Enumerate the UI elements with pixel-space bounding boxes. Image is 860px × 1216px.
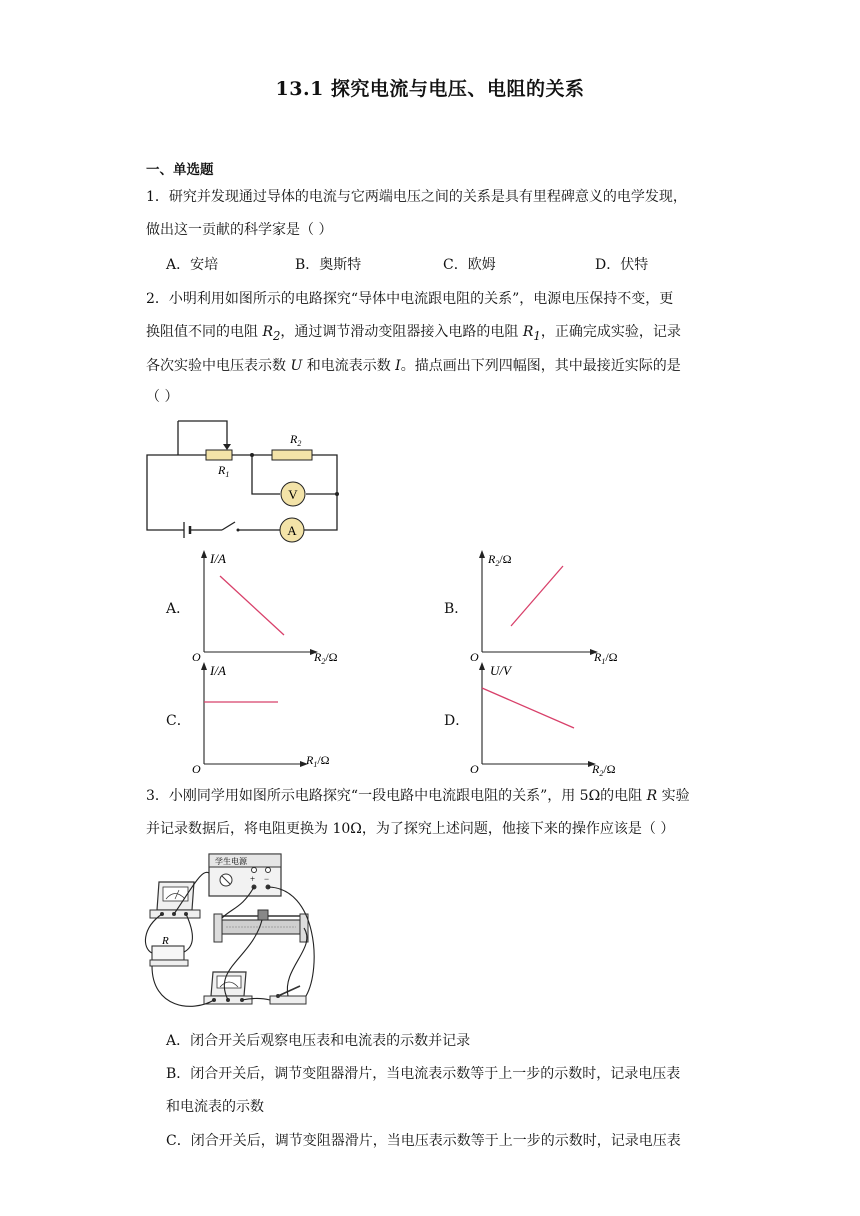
y-arrow-icon [479, 662, 485, 670]
graph-b-ylabel: $R_2/\Omega$ [488, 552, 512, 568]
q1-line2: 做出这一贡献的科学家是（ ） [146, 222, 333, 238]
graph-a-ylabel: I/A [210, 551, 226, 566]
switch-device [270, 996, 306, 1004]
circuit-diagram [140, 414, 350, 544]
graph-c [186, 660, 356, 778]
graph-b-line [511, 566, 563, 626]
q3-line1: 3．小刚同学用如图所示电路探究“一段电路中电流跟电阻的关系”，用 5Ω的电阻 R 实验 [146, 788, 690, 804]
section-heading: 一、单选题 [146, 162, 214, 178]
q3-line2: 并记录数据后，将电阻更换为 10Ω，为了探究上述问题，他接下来的操作应该是（ ） [146, 821, 675, 837]
q3-option-b-line1[interactable]: B．闭合开关后，调节变阻器滑片，当电流表示数等于上一步的示数时，记录电压表 [166, 1066, 681, 1082]
wire-slider [178, 421, 227, 444]
rheostat-r1 [206, 450, 232, 460]
graph-d-xlabel: $R_2/\Omega$ [592, 762, 616, 778]
graph-d-line [482, 688, 574, 728]
graph-a-xlabel: $R_2/\Omega$ [314, 650, 338, 666]
graph-b-origin: O [470, 650, 479, 664]
switch-icon [222, 522, 235, 530]
q2-option-c[interactable]: C． [166, 713, 191, 729]
q1-option-a[interactable]: A．安培 [166, 257, 219, 273]
graph-a-origin: O [192, 650, 201, 664]
minus-terminal-label: − [264, 874, 270, 884]
q2-line1: 2．小明利用如图所示的电路探究“导体中电流跟电阻的关系”，电源电压保持不变，更 [146, 291, 674, 307]
resistor-r-label: R [162, 935, 169, 947]
y-arrow-icon [201, 662, 207, 670]
graph-c-xlabel: $R_1/\Omega$ [306, 753, 330, 769]
q3-option-a[interactable]: A．闭合开关后观察电压表和电流表的示数并记录 [166, 1033, 471, 1049]
power-supply-label: 学生电源 [215, 857, 247, 866]
q1-option-d[interactable]: D．伏特 [595, 257, 649, 273]
q2-option-d[interactable]: D． [444, 713, 470, 729]
q2-option-b[interactable]: B． [444, 601, 469, 617]
q3-option-b-line2: 和电流表的示数 [166, 1099, 264, 1115]
q2-option-a[interactable]: A． [166, 601, 191, 617]
graph-d-ylabel: U/V [490, 663, 511, 678]
graph-d-origin: O [470, 762, 479, 776]
graph-a-line [220, 576, 284, 635]
q2-line2: 换阻值不同的电阻 $R_2$，通过调节滑动变阻器接入电路的电阻 $R_1$，正确完成实验，记录 [146, 324, 681, 343]
q1-line1: 1．研究并发现通过导体的电流与它两端电压之间的关系是具有里程碑意义的电学发现， [146, 189, 687, 205]
r2-label: $R_2$ [290, 432, 302, 448]
resistor-r2 [272, 450, 312, 460]
plus-terminal-label: + [250, 874, 256, 884]
apparatus-picture [142, 848, 332, 1016]
graph-c-ylabel: I/A [210, 663, 226, 678]
resistor-r-device [152, 946, 184, 960]
voltmeter-label: V [288, 487, 298, 502]
q3-option-c-line1[interactable]: C．闭合开关后，调节变阻器滑片，当电压表示数等于上一步的示数时，记录电压表 [166, 1133, 681, 1149]
ammeter-label: A [287, 523, 297, 538]
graph-d [464, 660, 644, 778]
wire-voltmeter-left [252, 455, 280, 494]
y-arrow-icon [201, 550, 207, 558]
wire-right [303, 455, 337, 530]
r1-label: $R_1$ [218, 463, 230, 479]
q1-option-b[interactable]: B．奥斯特 [295, 257, 362, 273]
wire-left [147, 455, 206, 530]
q1-option-c[interactable]: C．欧姆 [443, 257, 496, 273]
graph-b-xlabel: $R_1/\Omega$ [594, 650, 618, 666]
graph-c-origin: O [192, 762, 201, 776]
rheostat-slider [258, 910, 268, 920]
y-arrow-icon [479, 550, 485, 558]
q2-line4: （ ） [146, 389, 179, 405]
page-title: 13.1 探究电流与电压、电阻的关系 [275, 78, 585, 100]
graph-a [186, 548, 356, 666]
q2-line3: 各次实验中电压表示数 U 和电流表示数 I。描点画出下列四幅图，其中最接近实际的是 [146, 358, 681, 374]
graph-b [464, 548, 644, 666]
slider-arrow-icon [223, 444, 231, 450]
